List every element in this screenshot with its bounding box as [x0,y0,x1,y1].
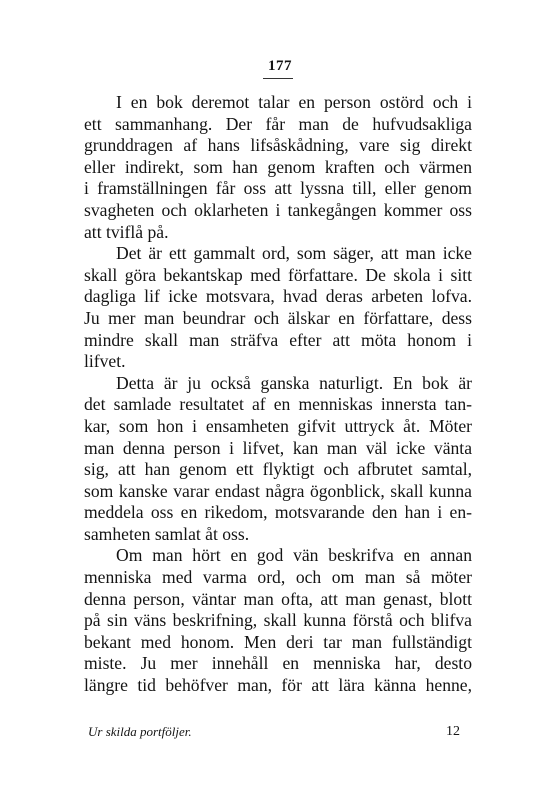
signature-mark: Ur skilda portföljer. [88,724,192,739]
text-line: som kanske varar endast några ögonblick, skall kunna [84,480,472,501]
sheet-number: 12 [446,724,460,739]
paragraph-3 [84,373,472,546]
text-line: det samlade resultatet af en menniskas innersta tan- [84,394,472,415]
text-line: Det är ett gammalt ord, som säger, att man icke [116,243,472,264]
text-line: kar, som hon i ensamheten gifvit uttryck åt. Möter [84,415,472,436]
text-line: ett sammanhang. Der får man de hufvudsakliga [84,113,472,134]
text-line: denna person, väntar man ofta, att man genast, blott [84,588,472,609]
paragraph-1 [84,92,472,243]
text-line: mindre skall man sträfva efter att möta honom i [84,329,472,350]
page-number: 177 [268,58,292,74]
text-line: I en bok deremot talar en person ostörd och i [116,92,472,112]
text-line: sig, att han genom ett flyktigt och afbrutet samtal, [84,459,472,480]
paragraph-2 [84,243,472,373]
paragraph-4 [84,545,472,696]
text-line: man denna person i lifvet, kan man väl icke vänta [84,437,472,458]
text-line: Ju mer man beundrar och älskar en författare, dess [84,307,472,328]
text-line: Detta är ju också ganska naturligt. En bok är [116,372,472,393]
text-line: i framställningen får oss att lyssna till, eller genom [84,178,472,199]
text-line: grunddragen af hans lifsåskådning, vare sig direkt [84,135,472,156]
page-footer [88,724,460,742]
text-line: samheten samlat åt oss. [84,523,250,544]
text-line: svagheten och oklarheten i tankegången kommer oss [84,199,472,220]
text-line: lifvet. [84,351,126,372]
text-line: skall göra bekantskap med författare. De skola i sitt [84,264,472,285]
text-line: bekant med honom. Men deri tar man fullständigt [84,631,472,652]
text-line: att tviflå på. [84,221,169,242]
text-line: miste. Ju mer innehåll en menniska har, desto [84,653,472,674]
page-number-rule [263,78,293,79]
text-line: längre tid behöfver man, för att lära känna henne, [84,675,472,696]
text-line: meddela oss en rikedom, motsvarande den han i en- [84,502,472,523]
body-text [84,92,472,697]
text-line: menniska med varma ord, och om man så möter [84,567,472,588]
text-line: dagliga lif icke motsvara, hvad deras arbeten lofva. [84,286,472,307]
text-line: eller indirekt, som han genom kraften och värmen [84,156,472,177]
text-line: Om man hört en god vän beskrifva en annan [116,545,472,566]
text-line: på sin väns beskrifning, skall kunna förstå och blifva [84,610,472,631]
